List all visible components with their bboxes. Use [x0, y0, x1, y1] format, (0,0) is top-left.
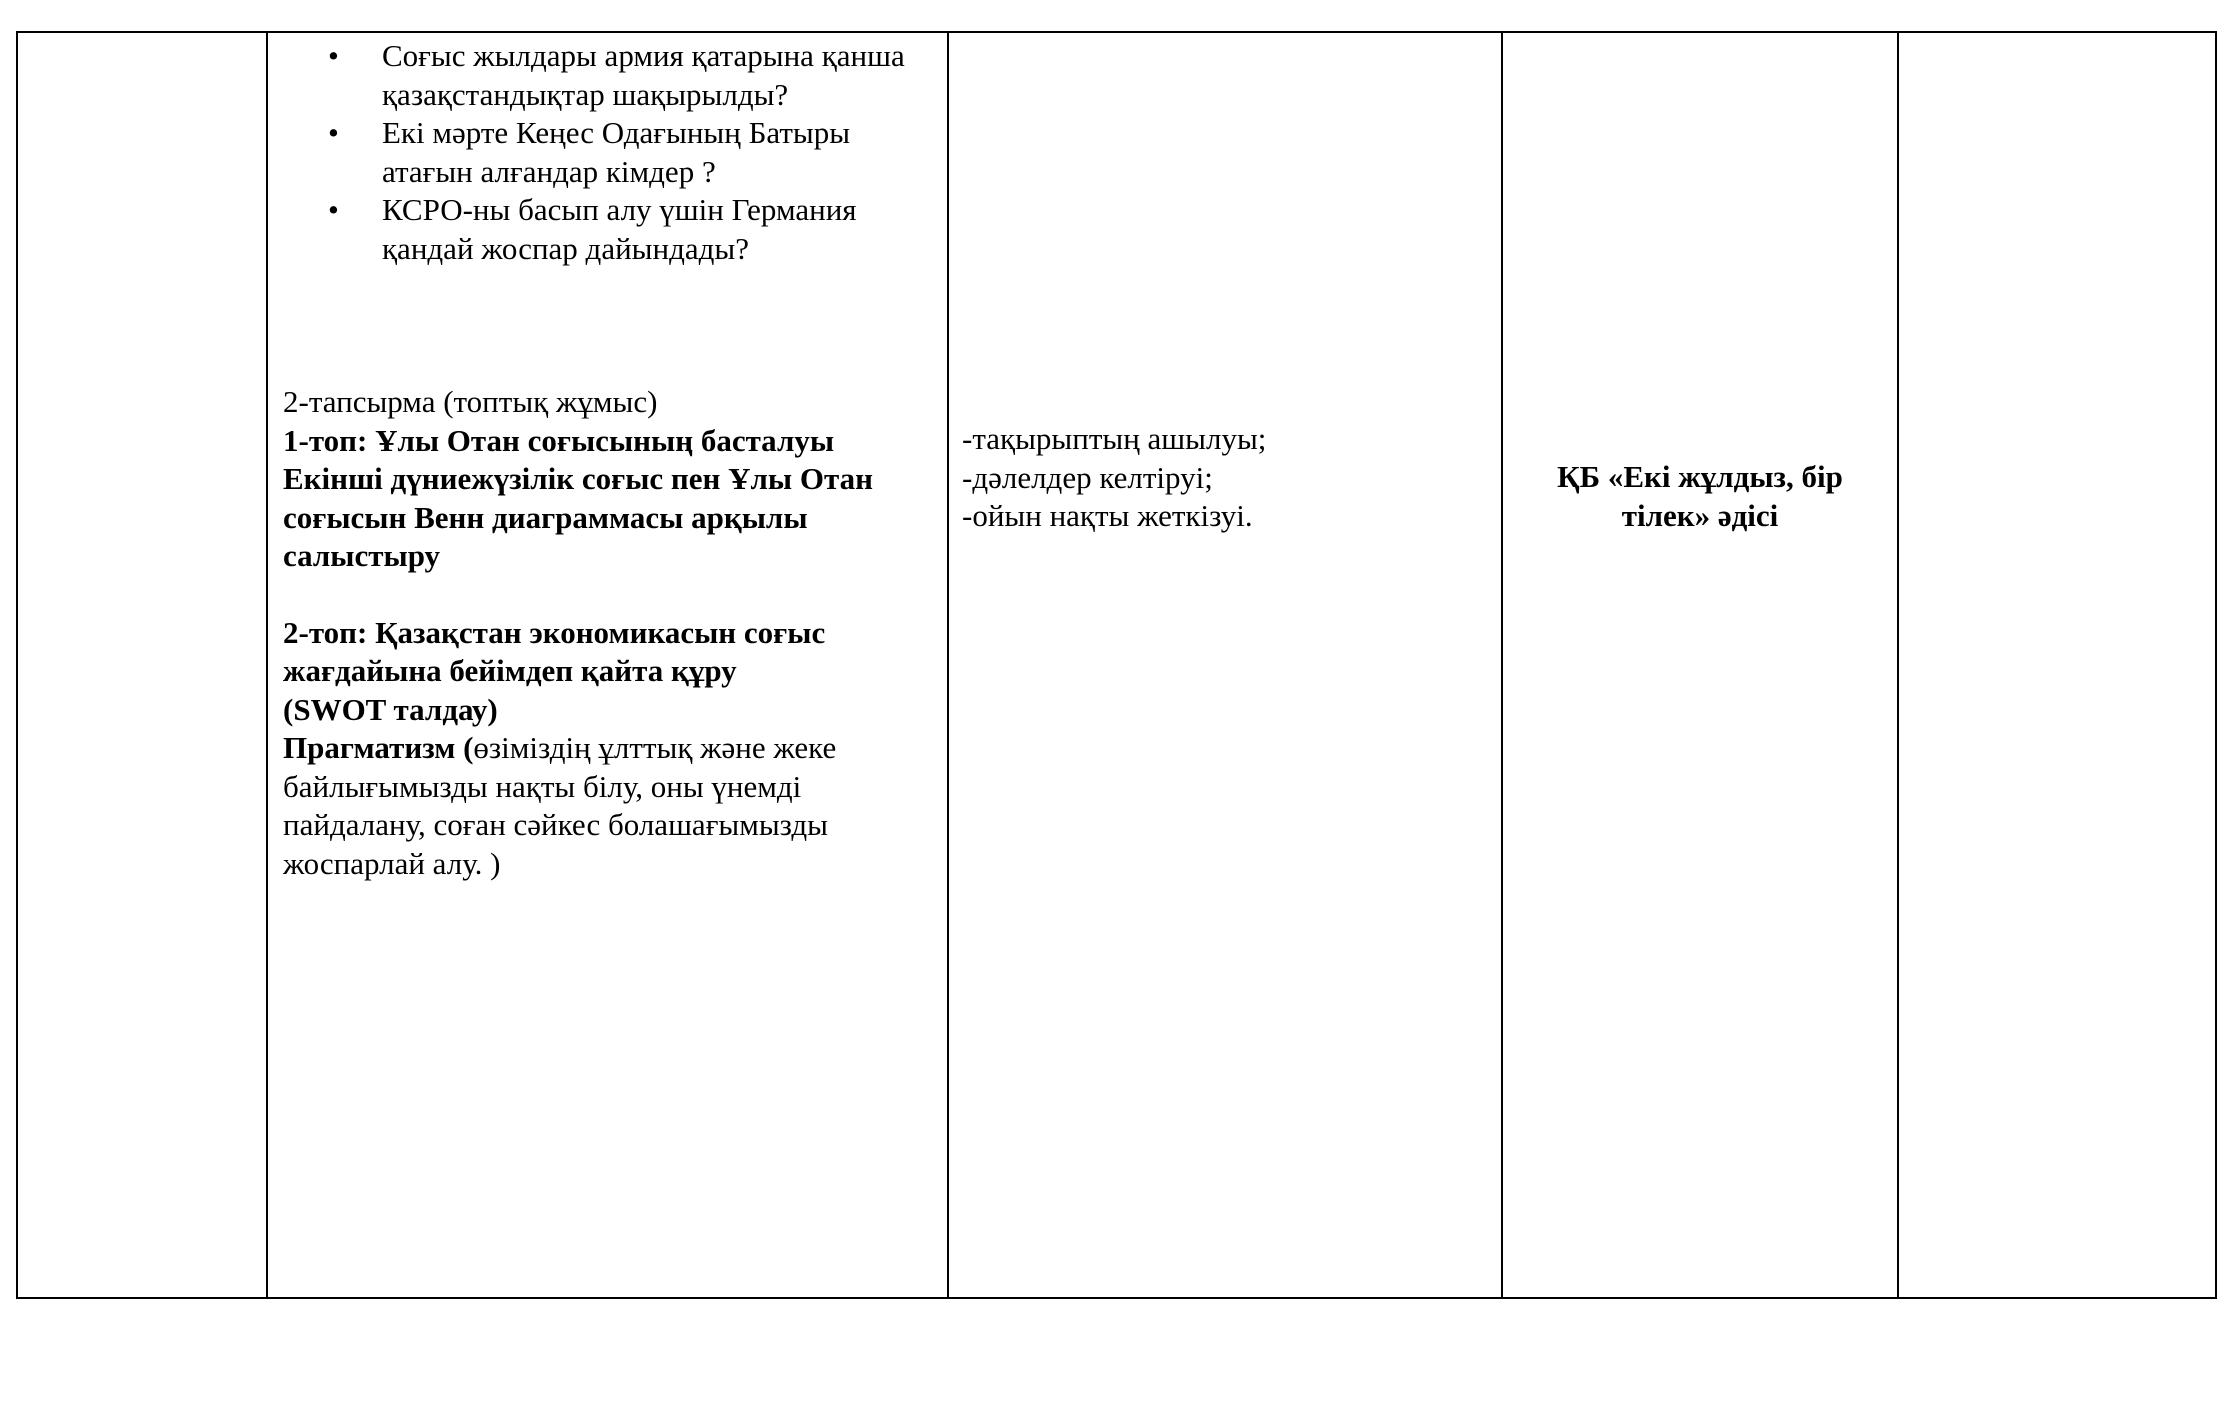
- criteria-item: -тақырыптың ашылуы;: [962, 421, 1267, 456]
- empty-cell-stage: [17, 32, 267, 1298]
- group-2-method: (SWOT талдау): [283, 691, 498, 727]
- bullet-icon: •: [328, 115, 339, 150]
- criteria-item: -дәлелдер келтіруі;: [962, 459, 1213, 495]
- list-item: [268, 37, 947, 114]
- question-list: [268, 37, 947, 268]
- question-text: Соғыс жылдары армия қатарына қанша қазақстандықтар шақырылды?: [382, 38, 905, 112]
- activities-cell: [267, 32, 948, 1298]
- bullet-icon: •: [328, 38, 339, 73]
- criteria-cell: [948, 32, 1502, 1298]
- group-1-title: 1-топ: Ұлы Отан соғысының басталуы: [283, 422, 835, 458]
- task-2-heading: 2-тапсырма (топтық жұмыс): [283, 384, 658, 419]
- task-2-block: [283, 383, 938, 883]
- table-row: [17, 32, 2216, 1298]
- list-item: [268, 191, 947, 268]
- empty-cell-resources: [1898, 32, 2216, 1298]
- spacer: [283, 576, 938, 614]
- list-item: [268, 114, 947, 191]
- assessment-cell: [1502, 32, 1898, 1298]
- pragmatism-paragraph: [283, 729, 938, 883]
- pragmatism-text: өзіміздің ұлттық және жеке байлығымызды нақты білу, оны үнемді пайдалану, соған сәйкес болашағымызды жоспарлай алу. ): [283, 730, 837, 881]
- question-text: КСРО-ны басып алу үшін Германия қандай жоспар дайындады?: [382, 192, 857, 266]
- pragmatism-label: Прагматизм (: [283, 730, 474, 765]
- bullet-icon: •: [328, 192, 339, 227]
- question-text: Екі мәрте Кеңес Одағының Батыры атағын алғандар кімдер ?: [382, 115, 851, 189]
- group-1-description: Екінші дүниежүзілік соғыс пен Ұлы Отан соғысын Венн диаграммасы арқылы салыстыру: [283, 461, 873, 573]
- assessment-method: ҚБ «Екі жұлдыз, бір тілек» әдісі: [1557, 459, 1843, 533]
- lesson-plan-table: [16, 31, 2217, 1299]
- criteria-item: -ойын нақты жеткізуі.: [962, 498, 1253, 533]
- criteria-list: [962, 420, 1492, 536]
- group-2-title: 2-топ: Қазақстан экономикасын соғыс жағдайына бейімдеп қайта құру: [283, 614, 826, 688]
